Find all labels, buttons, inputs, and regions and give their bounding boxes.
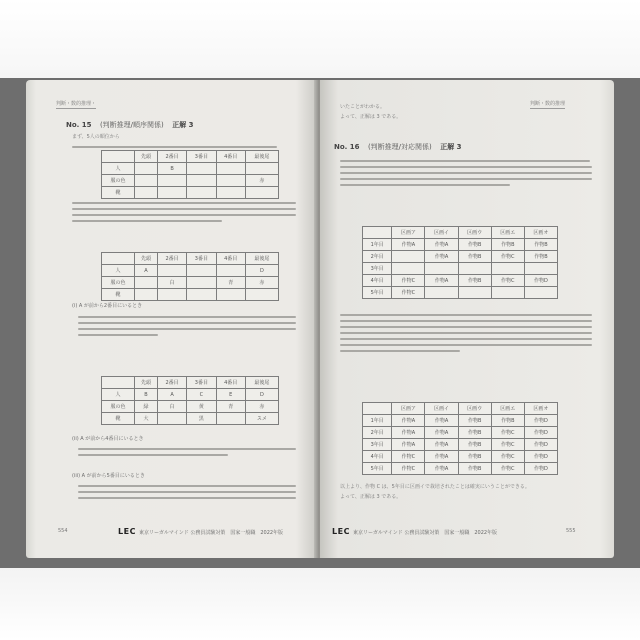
left-page (26, 80, 318, 558)
left-table-3-row-label: 人 (102, 389, 135, 401)
left-table-2-cell: 青 (216, 277, 245, 289)
left-table-1-row (102, 163, 279, 175)
right-table-1-cell: 作物B (458, 275, 491, 287)
left-table-2-row-label: 人 (102, 265, 135, 277)
right-table-2-cell: 作物B (458, 463, 491, 475)
right-table-2-cell: 作物C (491, 427, 524, 439)
left-table-1-cell (187, 175, 216, 187)
left-table-1-cell (135, 163, 158, 175)
right-top-line-2: よって、正解は 3 である。 (340, 114, 402, 120)
right-table-1-row (363, 275, 558, 287)
right-footer (332, 527, 497, 536)
left-table-2-cell (187, 277, 216, 289)
right-table-2-cell: 作物B (458, 439, 491, 451)
left-footer-text: 東京リーガルマインド 公務員試験対策 国家一般職 2022年版 (138, 530, 284, 536)
left-order-table-1 (101, 150, 279, 199)
right-table-2-cell: 作物D (524, 427, 557, 439)
left-case-2-label: (ii) A が前から4番目にいるとき (72, 436, 144, 442)
left-table-3-row (102, 413, 279, 425)
right-table-2-cell: 作物B (458, 427, 491, 439)
right-table-1-header-cell: 区画オ (524, 227, 557, 239)
right-table-2-cell: 作物A (425, 439, 458, 451)
right-table-2-cell: 作物A (392, 427, 425, 439)
left-table-3-row-label: 靴 (102, 413, 135, 425)
left-table-1-header-row (102, 151, 279, 163)
right-table-2-cell: 作物A (425, 415, 458, 427)
left-table-2-row-label: 服の色 (102, 277, 135, 289)
left-table-2-cell (216, 265, 245, 277)
right-question-answer: 正解 3 (440, 143, 462, 151)
left-table-1-cell (216, 163, 245, 175)
left-table-1-row (102, 175, 279, 187)
left-table-3-cell: 黄 (187, 401, 216, 413)
right-table-1-cell: 作物B (458, 239, 491, 251)
left-table-2-header-row (102, 253, 279, 265)
right-table-2-cell: 作物D (524, 439, 557, 451)
left-table-1-row (102, 187, 279, 199)
right-table-2-header-cell: 区画イ (425, 403, 458, 415)
left-paragraph-3 (78, 444, 298, 460)
left-table-2-header-cell: 2番目 (157, 253, 186, 265)
right-table-2-cell: 作物C (392, 463, 425, 475)
right-table-2-header-cell: 区画ア (392, 403, 425, 415)
right-header-tag: 判断・数的推理 (530, 101, 566, 107)
right-table-1-row (363, 239, 558, 251)
right-table-1-cell: 作物B (458, 251, 491, 263)
right-table-1-header-cell: 区画ア (392, 227, 425, 239)
left-table-3-header-row (102, 377, 279, 389)
left-table-2-header-cell: 4番目 (216, 253, 245, 265)
background-top (0, 0, 640, 78)
left-header-tag: 判断・数的推理・ (56, 101, 97, 107)
right-table-1-header-cell: 区画エ (491, 227, 524, 239)
left-table-3-header-cell (102, 377, 135, 389)
left-table-3-cell (216, 413, 245, 425)
left-table-2-cell (135, 289, 158, 301)
right-table-2-cell: 作物D (524, 463, 557, 475)
left-table-1-row-label: 靴 (102, 187, 135, 199)
right-crop-table-1 (362, 226, 558, 299)
left-table-2-cell (216, 289, 245, 301)
left-table-2-cell (135, 277, 158, 289)
right-table-2-row-label: 2年目 (363, 427, 392, 439)
left-case-3-label: (iii) A が前から5番目にいるとき (72, 473, 145, 479)
left-order-table-2 (101, 252, 279, 301)
left-table-3-cell: 緑 (135, 401, 158, 413)
right-table-1-row (363, 287, 558, 299)
left-table-2-header-cell: 3番目 (187, 253, 216, 265)
right-table-2-row (363, 415, 558, 427)
right-table-1-cell (425, 287, 458, 299)
right-table-1-row-label: 4年目 (363, 275, 392, 287)
right-table-1-cell: 作物B (524, 239, 557, 251)
right-page-number: 555 (566, 528, 576, 534)
left-table-2-cell (245, 289, 278, 301)
left-table-3-row (102, 401, 279, 413)
left-table-2-cell (187, 265, 216, 277)
left-case-1-label: (i) A が前から2番目にいるとき (72, 303, 143, 309)
right-table-2-cell: 作物A (392, 415, 425, 427)
left-table-3-cell: スメ (245, 413, 278, 425)
right-table-2-header-cell (363, 403, 392, 415)
left-table-3-cell: 黒 (187, 413, 216, 425)
left-table-1-cell (245, 187, 278, 199)
left-table-1-header-cell: 2番目 (157, 151, 186, 163)
right-table-1-header-cell: 区画ウ (458, 227, 491, 239)
right-table-2-header-cell: 区画エ (491, 403, 524, 415)
left-table-3-row-label: 服の色 (102, 401, 135, 413)
left-footer (118, 527, 283, 536)
right-table-2-header-row (363, 403, 558, 415)
open-book (26, 80, 614, 558)
lec-logo-right: LEC (332, 527, 350, 536)
right-table-2-cell: 作物B (491, 415, 524, 427)
right-table-1-cell (491, 263, 524, 275)
right-table-2-row-label: 5年目 (363, 463, 392, 475)
left-question-heading (66, 120, 194, 130)
left-table-2-cell (157, 265, 186, 277)
left-table-3-cell: C (187, 389, 216, 401)
left-table-2-header-cell: 先頭 (135, 253, 158, 265)
left-table-3-header-cell: 3番目 (187, 377, 216, 389)
left-order-table-3 (101, 376, 279, 425)
right-table-1-row-label: 2年目 (363, 251, 392, 263)
right-table-2-header-cell: 区画オ (524, 403, 557, 415)
left-table-1-header-cell: 4番目 (216, 151, 245, 163)
right-table-2-row (363, 427, 558, 439)
right-table-2-cell: 作物B (458, 415, 491, 427)
right-table-1-header-cell: 区画イ (425, 227, 458, 239)
right-table-2-cell: 作物A (425, 463, 458, 475)
left-table-2-cell: 赤 (245, 277, 278, 289)
left-table-2-row-label: 靴 (102, 289, 135, 301)
right-table-1-row-label: 3年目 (363, 263, 392, 275)
right-table-2-row-label: 1年目 (363, 415, 392, 427)
right-table-1-row (363, 263, 558, 275)
right-conclusion (340, 482, 595, 502)
right-table-2-header-cell: 区画ウ (458, 403, 491, 415)
background-bottom (0, 568, 640, 640)
right-table-2-cell: 作物C (392, 451, 425, 463)
right-conclusion-line-2: よって、正解は 3 である。 (340, 494, 402, 500)
left-question-topic: (判断推理/順序関係) (99, 121, 164, 129)
left-table-3-cell: 赤 (245, 401, 278, 413)
lec-logo-left: LEC (118, 527, 136, 536)
right-table-2-cell: 作物A (425, 451, 458, 463)
right-table-1-cell (392, 263, 425, 275)
right-table-2-cell: 作物D (524, 415, 557, 427)
right-table-1-cell: 作物D (524, 275, 557, 287)
right-table-1-header-cell (363, 227, 392, 239)
right-question-topic: (判断推理/対応関係) (367, 143, 432, 151)
left-table-1-cell (245, 163, 278, 175)
right-table-1-row-label: 5年目 (363, 287, 392, 299)
left-table-1-cell: 赤 (245, 175, 278, 187)
left-table-1-row-label: 人 (102, 163, 135, 175)
right-footer-text: 東京リーガルマインド 公務員試験対策 国家一般職 2022年版 (352, 530, 498, 536)
left-page-number: 554 (58, 528, 68, 534)
right-table-1-cell (392, 251, 425, 263)
right-question-heading (334, 142, 462, 152)
left-table-3-header-cell: 先頭 (135, 377, 158, 389)
left-table-3-cell: 青 (216, 401, 245, 413)
right-table-2-cell: 作物B (458, 451, 491, 463)
left-table-3-cell: 白 (157, 401, 186, 413)
left-table-2-cell: D (245, 265, 278, 277)
left-table-2-header-cell: 最後尾 (245, 253, 278, 265)
right-table-1-cell: 作物C (392, 275, 425, 287)
left-table-1-cell (157, 175, 186, 187)
right-table-1-cell: 作物C (491, 251, 524, 263)
left-table-3-cell: B (135, 389, 158, 401)
right-table-1-cell: 作物A (425, 275, 458, 287)
right-table-2-cell: 作物C (491, 463, 524, 475)
right-table-1-cell: 作物A (392, 239, 425, 251)
left-table-2-row (102, 277, 279, 289)
right-table-1-cell (425, 263, 458, 275)
left-table-3-cell: A (157, 389, 186, 401)
left-table-2-row (102, 265, 279, 277)
left-intro-text (72, 132, 282, 152)
left-table-1-cell (216, 175, 245, 187)
left-table-3-row (102, 389, 279, 401)
right-top-text (340, 102, 580, 122)
right-table-1-cell: 作物C (491, 275, 524, 287)
left-table-2-row (102, 289, 279, 301)
left-table-3-header-cell: 4番目 (216, 377, 245, 389)
right-paragraph-2 (340, 310, 595, 356)
right-table-1-cell: 作物B (524, 251, 557, 263)
right-table-1-cell (491, 287, 524, 299)
right-table-2-row (363, 439, 558, 451)
left-table-2-cell: 白 (157, 277, 186, 289)
right-table-1-row (363, 251, 558, 263)
left-table-2-cell: A (135, 265, 158, 277)
left-table-1-cell (157, 187, 186, 199)
right-table-1-cell: 作物A (425, 251, 458, 263)
right-top-line: いたことがわかる。 (340, 104, 386, 110)
left-table-2-cell (157, 289, 186, 301)
right-table-1-cell (524, 287, 557, 299)
left-question-answer: 正解 3 (172, 121, 194, 129)
left-table-2-cell (187, 289, 216, 301)
right-table-1-row-label: 1年目 (363, 239, 392, 251)
right-table-1-header-row (363, 227, 558, 239)
left-table-1-header-cell (102, 151, 135, 163)
left-table-3-header-cell: 最後尾 (245, 377, 278, 389)
left-table-3-cell (157, 413, 186, 425)
right-table-2-row-label: 3年目 (363, 439, 392, 451)
left-table-1-header-cell: 3番目 (187, 151, 216, 163)
left-table-1-header-cell: 最後尾 (245, 151, 278, 163)
left-table-1-cell (187, 187, 216, 199)
left-table-1-cell (135, 175, 158, 187)
left-table-1-cell (216, 187, 245, 199)
left-table-1-header-cell: 先頭 (135, 151, 158, 163)
right-table-1-cell: 作物C (392, 287, 425, 299)
left-table-3-cell: D (245, 389, 278, 401)
right-table-2-cell: 作物C (491, 451, 524, 463)
right-table-2-cell: 作物D (524, 451, 557, 463)
left-paragraph-2 (78, 312, 298, 340)
right-table-1-cell (524, 263, 557, 275)
left-table-1-cell (135, 187, 158, 199)
right-table-2-row (363, 451, 558, 463)
left-question-number: No. 15 (66, 121, 92, 129)
left-table-3-cell: 大 (135, 413, 158, 425)
left-table-1-row-label: 服の色 (102, 175, 135, 187)
left-table-2-header-cell (102, 253, 135, 265)
left-table-3-header-cell: 2番目 (157, 377, 186, 389)
right-table-2-row-label: 4年目 (363, 451, 392, 463)
left-table-3-cell: E (216, 389, 245, 401)
left-table-1-cell: B (157, 163, 186, 175)
right-table-2-row (363, 463, 558, 475)
left-paragraph-1 (72, 198, 296, 226)
left-intro-label: まず、5人の順位から (72, 134, 120, 140)
left-table-1-cell (187, 163, 216, 175)
right-table-2-cell: 作物A (392, 439, 425, 451)
right-table-2-cell: 作物C (491, 439, 524, 451)
right-crop-table-2 (362, 402, 558, 475)
right-table-2-cell: 作物A (425, 427, 458, 439)
right-conclusion-line: 以上より、作物 C は、5年目に区画イで栽培されたことは確実にいうことができる。 (340, 484, 530, 490)
right-paragraph-1 (340, 156, 595, 190)
left-paragraph-4 (78, 481, 298, 503)
right-table-1-cell: 作物A (425, 239, 458, 251)
right-page (320, 80, 614, 558)
right-table-1-cell: 作物B (491, 239, 524, 251)
right-table-1-cell (458, 287, 491, 299)
right-question-number: No. 16 (334, 143, 360, 151)
right-table-1-cell (458, 263, 491, 275)
